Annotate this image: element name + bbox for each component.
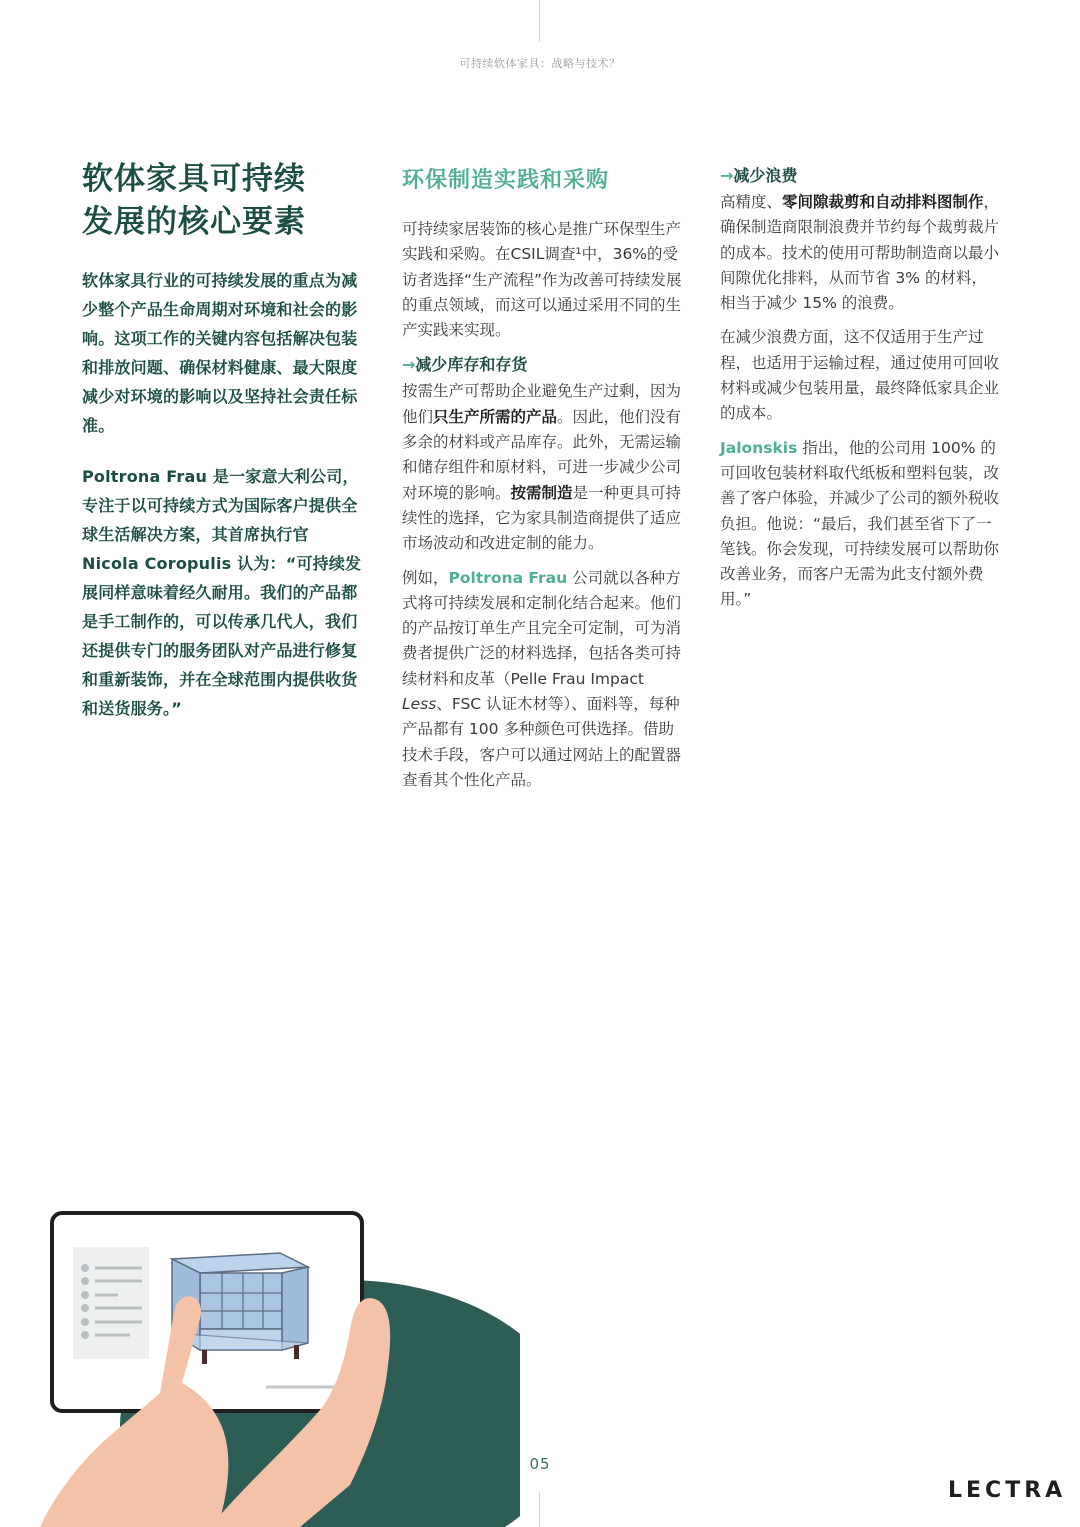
transport-paragraph: 在减少浪费方面，这不仅适用于生产过程，也适用于运输过程，通过使用可回收材料或减少包装用量，最终降低家具企业的成本。 <box>720 328 1000 423</box>
page-number: 05 <box>529 1455 551 1473</box>
jalonskis-paragraph <box>720 436 1000 613</box>
page-title-line1: 软体家具可持续 <box>82 161 306 197</box>
running-header: 可持续软体家具：战略与技术？ <box>459 57 621 70</box>
lectra-logo: LECTRA <box>948 1478 1067 1503</box>
text-run: 、FSC 认证木材等）、面料等，每种产品都有 100 多种颜色可供选择。借助技术手段，客户可以通过网站上的配置器查看其个性化产品。 <box>402 695 682 789</box>
text-run: 按需生产可帮助企业避免生产过剩，因为他们 <box>402 382 682 426</box>
subhead-reduce-inventory <box>402 352 682 377</box>
page-title <box>82 158 362 244</box>
bottom-divider-line <box>539 1492 540 1527</box>
subhead-reduce-waste <box>720 163 1000 188</box>
text-run: 。因此，他们没有多余的材料或产品库存。此外，无需运输和储存组件和原材料，可进一步减少公司对环境的影响。 <box>402 407 682 502</box>
arrow-icon: → <box>720 166 734 185</box>
inventory-paragraph <box>402 379 682 556</box>
bold-run: 只生产所需的产品 <box>433 407 558 426</box>
italic-run: Less <box>402 695 437 714</box>
tablet-configurator-illustration <box>0 1195 520 1527</box>
lead-paragraph: 软体家具行业的可持续发展的重点为减少整个产品生命周期对环境和社会的影响。这项工作的关键内容包括解决包装和排放问题、确保材料健康、最大限度减少对环境的影响以及坚持社会责任标准。 <box>82 271 358 435</box>
quote-paragraph: Poltrona Frau 是一家意大利公司，专注于以可持续方式为国际客户提供全球生活解决方案，其首席执行官 Nicola Coropulis 认为：“可持续发展同样意味着经久耐用。我们的产品都是手工制作的，可以传承几代人，我们还提供专门的服务团队对产品进行修复和重新装饰，并在全球范围内提供收货和送货服务。” <box>82 467 362 718</box>
brand-name: Poltrona Frau <box>448 568 568 587</box>
subhead-text: 减少浪费 <box>733 166 798 185</box>
arrow-icon: → <box>402 355 416 375</box>
top-divider-line <box>539 0 540 42</box>
text-run: 高精度、 <box>720 193 783 211</box>
options-panel <box>73 1247 149 1359</box>
waste-paragraph <box>720 190 1000 316</box>
section-title: 环保制造实践和采购 <box>402 168 610 193</box>
text-run: 公司就以各种方式将可持续发展和定制化结合起来。他们的产品按订单生产且完全可定制，可为消费者提供广泛的材料选择，包括各类可持续材料和皮革（Pelle Frau Impact <box>402 568 682 688</box>
subhead-text: 减少库存和存货 <box>415 355 528 375</box>
bold-run: 按需制造 <box>510 483 573 502</box>
bold-run: 零间隙裁剪和自动排料图制作 <box>782 193 984 211</box>
intro-paragraph: 可持续家居装饰的核心是推广环保型生产实践和采购。在CSIL调查¹中，36%的受访者选择“生产流程”作为改善可持续发展的重点领域，而这可以通过采用不同的生产实践来实现。 <box>402 220 682 340</box>
text-run: 是一种更具可持续性的选择，它为家具制造商提供了适应市场波动和改进定制的能力。 <box>402 483 682 553</box>
column-right <box>720 163 1000 622</box>
page-title-line2: 发展的核心要素 <box>82 204 306 240</box>
example-paragraph <box>402 566 682 794</box>
column-middle <box>402 165 682 802</box>
person-name: Jalonskis <box>720 438 798 457</box>
text-run: 例如， <box>402 568 449 587</box>
column-left <box>82 158 362 745</box>
text-run: 指出，他的公司用 100% 的可回收包装材料取代纸板和塑料包装，改善了客户体验，并减少了公司的额外税收负担。他说：“最后，我们甚至省下了一笔钱。你会发现，可持续发展可以帮助你改善业务，而客户无需为此支付额外费用。” <box>720 438 1000 609</box>
text-run: ，确保制造商限制浪费并节约每个裁剪裁片的成本。技术的使用可帮助制造商以最小间隙优化排料，从而节省 3% 的材料，相当于减少 15% 的浪费。 <box>720 193 1000 313</box>
